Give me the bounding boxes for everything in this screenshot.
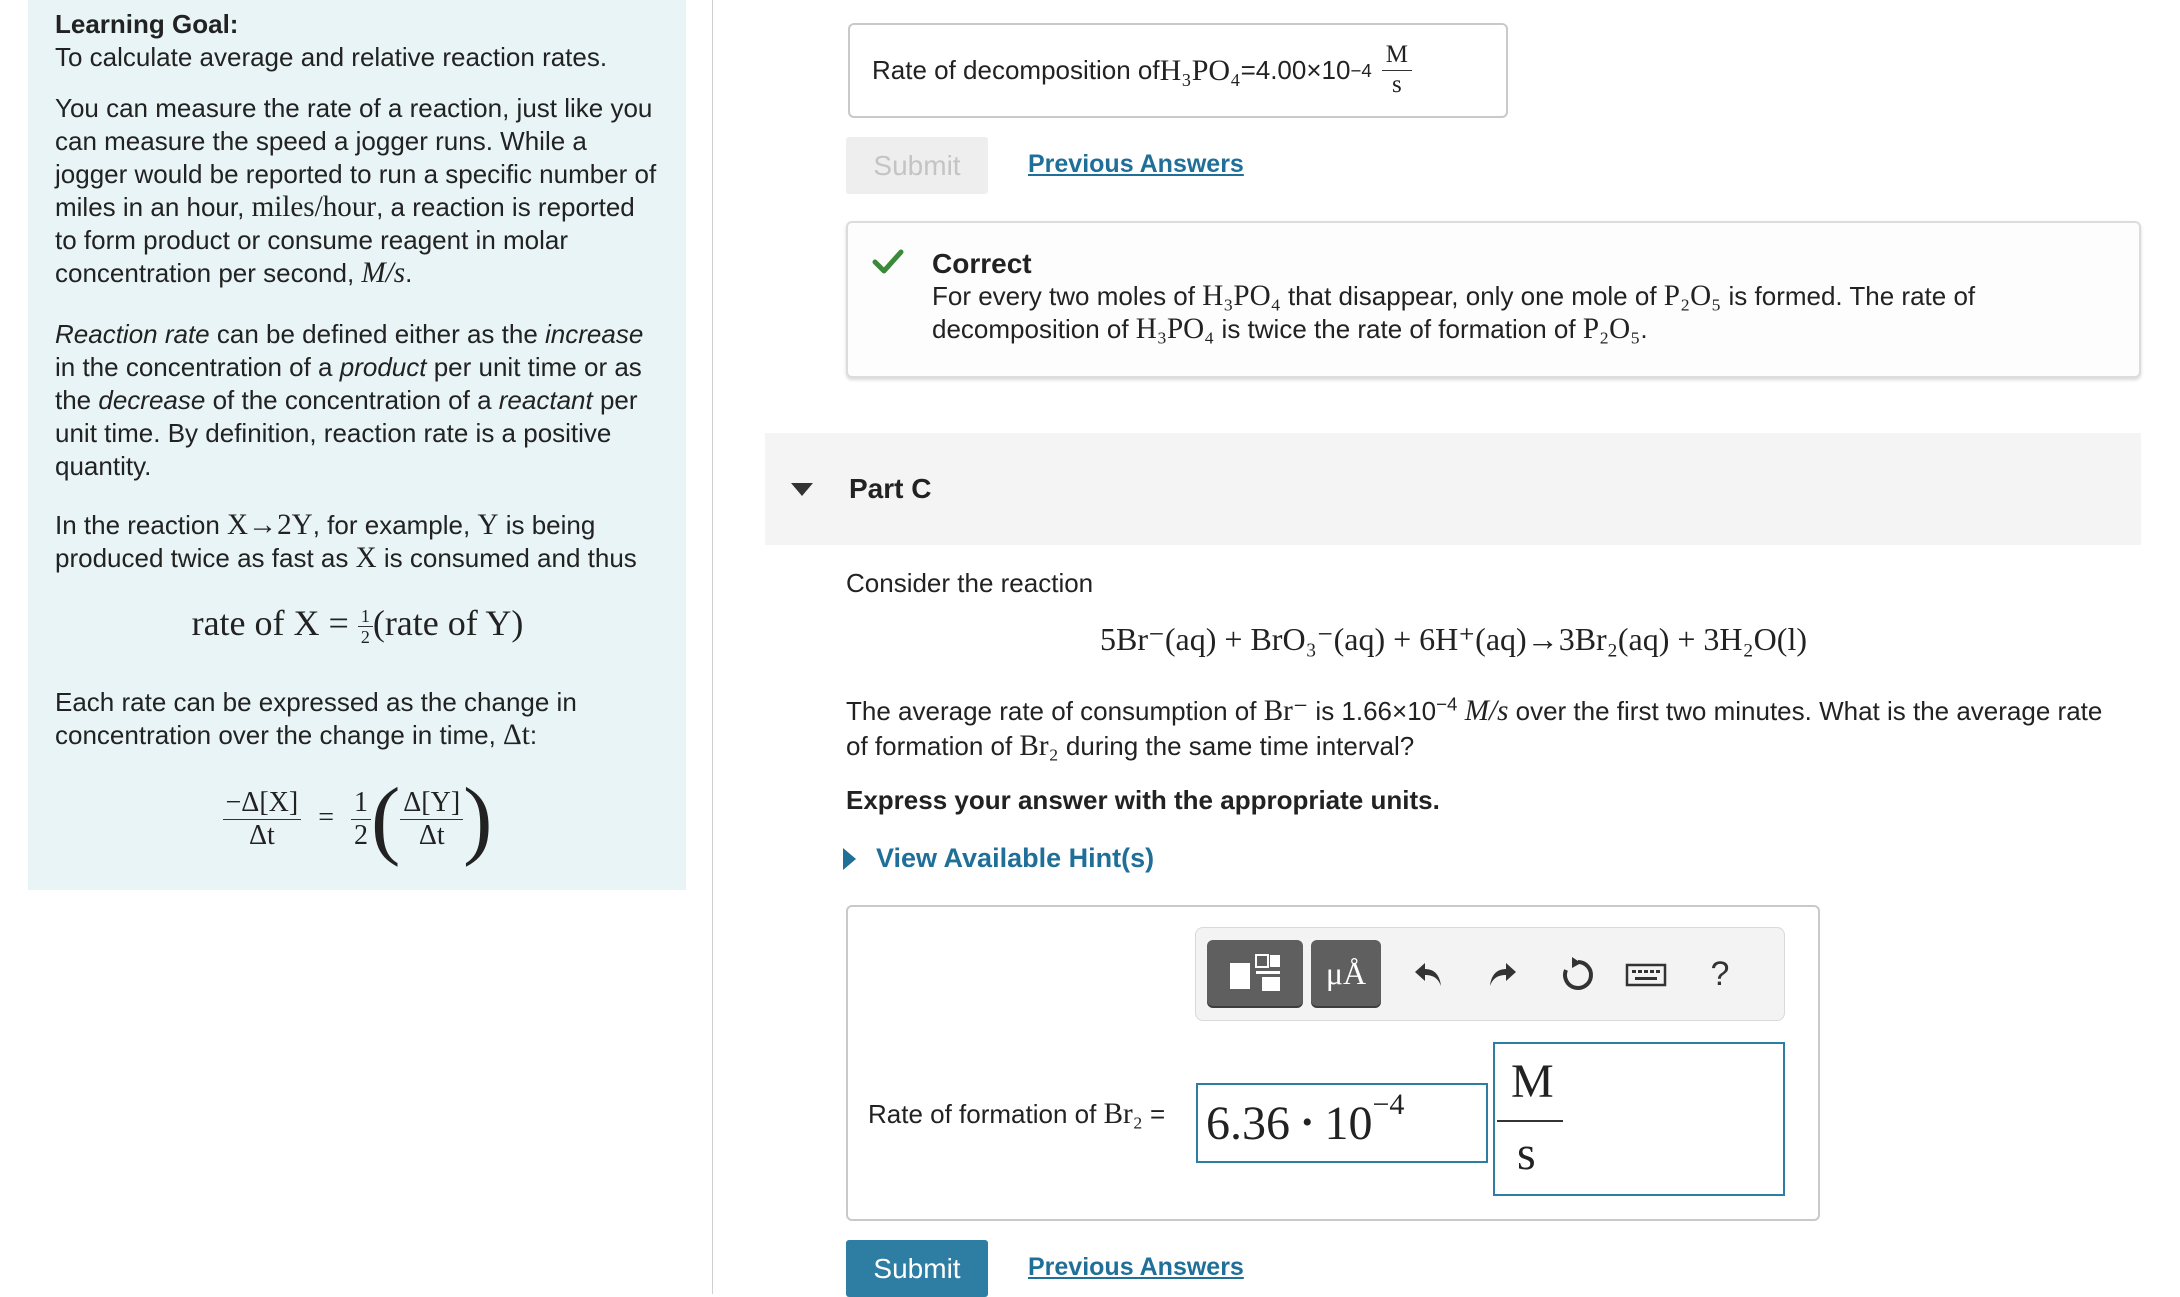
collapse-triangle-icon [791,483,813,496]
help-button[interactable]: ? [1710,954,1730,993]
learning-goal-panel [28,0,686,890]
units-symbols-button[interactable]: μÅ [1311,940,1381,1006]
keyboard-button[interactable] [1624,955,1668,995]
redo-icon [1486,959,1520,989]
redo-button[interactable] [1480,952,1526,996]
value-input[interactable]: 6.36 • 10 −4 [1196,1083,1488,1163]
check-icon [872,249,904,275]
part-b-submit-button[interactable]: Submit [846,137,988,194]
part-c-submit-button[interactable]: Submit [846,1240,988,1297]
unit-denominator: s [1517,1127,1536,1180]
part-c-previous-answers-link[interactable]: Previous Answers [1028,1253,1244,1281]
view-hints-toggle[interactable] [843,843,1154,874]
paragraph-jogger: You can measure the rate of a reaction, just like you can measure the speed a jogger runs. While a jogger would be reported to run a specific number of miles in an hour, miles/hour, a reaction is reported to form product or consume reagent in molar concentration per second, M/s. [55,93,657,289]
paragraph-reaction-rate: Reaction rate can be defined either as the increase in the concentration of a product per unit time or as the decrease of the concentration of a reactant per unit time. By definition, reaction rate is a positive quantity. [55,319,644,481]
part-c-title: Part C [849,473,932,504]
learning-goal-title: Learning Goal: [55,9,239,39]
reaction-equation: 5Br⁻(aq) + BrO₃⁻(aq) + 6H⁺(aq)→3Br₂(aq) + 3H₂O(l) [1100,621,1807,657]
template-blocks-icon [1226,951,1284,995]
templates-button[interactable] [1207,940,1303,1006]
paragraph-example: In the reaction X→2Y, for example, Y is being produced twice as fast as X is consumed and thus [55,509,637,574]
reset-button[interactable] [1555,952,1601,998]
unit-numerator: M [1511,1055,1554,1108]
feedback-text: For every two moles of H₃PO₄ that disappear, only one mole of P₂O₅ is formed. The rate of decomposition of H₃PO₄ is twice the rate of formation of P₂O₅. [932,280,1976,345]
instruction-text: Express your answer with the appropriate units. [846,785,1440,815]
question-text: The average rate of consumption of Br⁻ is $1.66\times 10^{-4}$ M/s over the first two minutes. What is the average rate of formation of Br₂ during the same time interval? [846,693,2103,762]
learning-goal-subtitle: To calculate average and relative reaction rates. [55,42,608,72]
expand-triangle-icon [843,848,856,870]
hint-label: View Available Hint(s) [876,843,1155,873]
consider-text: Consider the reaction [846,568,1094,598]
feedback-title: Correct [932,248,1032,279]
correct-feedback-box [846,221,2141,378]
part-c-header[interactable] [765,433,2141,545]
rate-delta-equation: $\frac{-\Delta[X]}{\Delta t}$ = $\frac{1}{2}$ ( $\frac{\Delta[Y]}{\Delta t}$ ) [55,776,660,864]
undo-button[interactable] [1405,952,1451,996]
part-b-answer-display: Rate of decomposition of H₃PO₄ = 4.00×10 −4 $\frac{M}{s}$ [848,23,1508,118]
reset-icon [1559,956,1597,994]
rate-relation-formula: rate of X = $\frac{1}{2}$ (rate of Y) [191,603,524,648]
answer-field-label: Rate of formation of Br₂ = [868,1098,1166,1130]
keyboard-icon [1625,961,1667,989]
paragraph-change: Each rate can be expressed as the change in concentration over the change in time, Δt: [55,686,577,751]
units-input[interactable] [1493,1042,1785,1196]
undo-icon [1411,959,1445,989]
unit-fraction-bar [1497,1120,1563,1122]
column-divider [712,0,713,1294]
part-b-previous-answers-link[interactable]: Previous Answers [1028,150,1244,178]
